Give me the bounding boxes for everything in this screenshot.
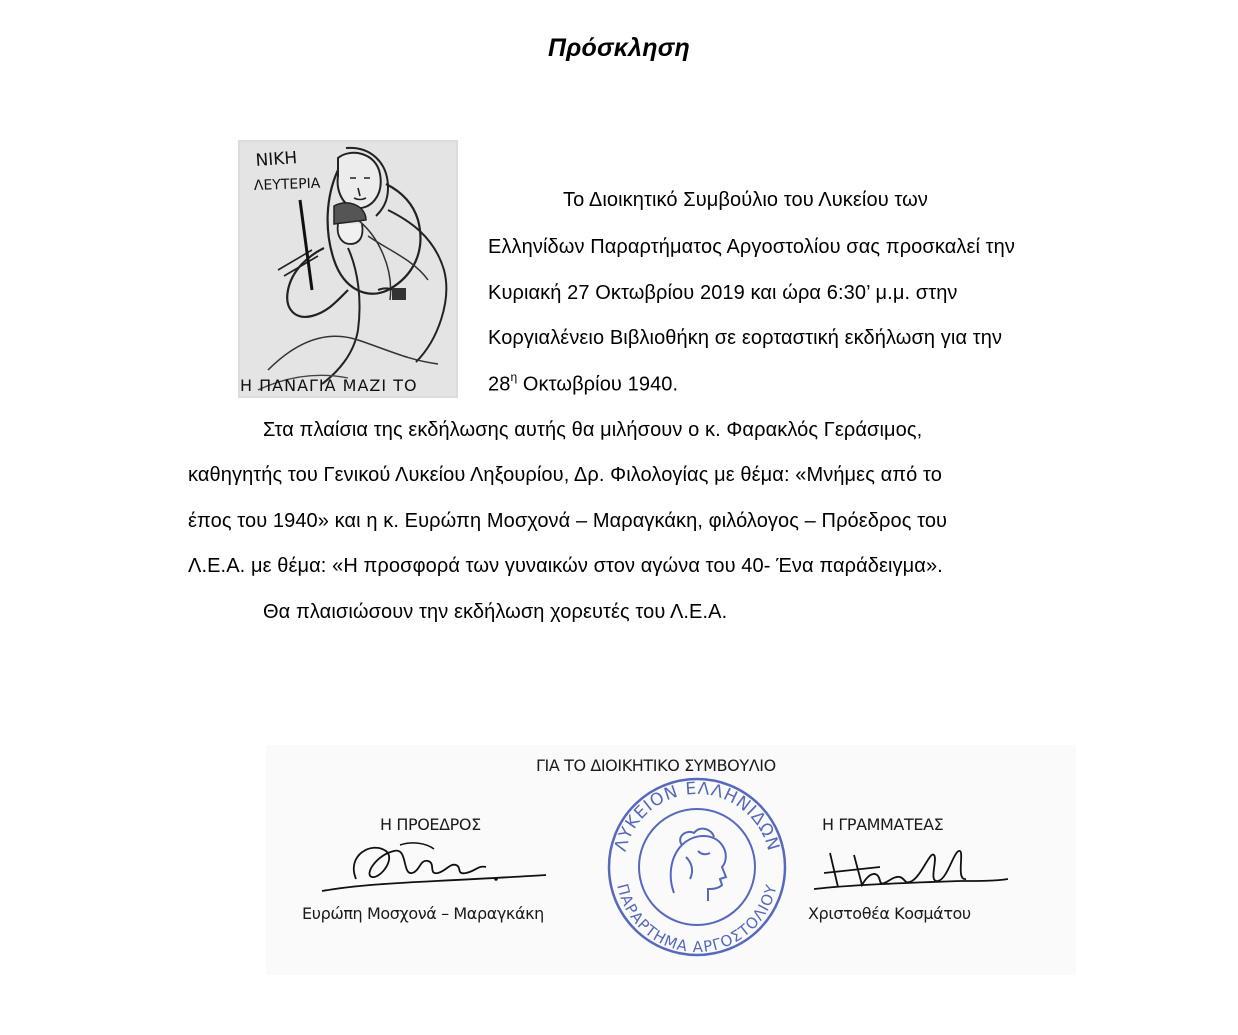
date-line bbox=[488, 372, 678, 397]
caption-top-1: ΝΙΚΗ bbox=[254, 148, 298, 171]
body-line-4: Λ.Ε.Α. με θέμα: «Η προσφορά των γυναικών στον αγώνα του 40- Ένα παράδειγμα». bbox=[188, 555, 943, 577]
secretary-signature bbox=[810, 841, 1010, 901]
svg-text:ΠΑΡΑΡΤΗΜΑ ΑΡΓΟΣΤΟΛΙΟΥ bbox=[613, 882, 781, 956]
body-line-3: έπος του 1940» και η κ. Ευρώπη Μοσχονά – Μαραγκάκη, φιλόλογος – Πρόεδρος του bbox=[188, 510, 948, 532]
signature-block bbox=[266, 745, 1076, 975]
page-title: Πρόσκληση bbox=[548, 34, 690, 62]
svg-text:ΛΥΚΕΙΟΝ ΕΛΛΗΝΙΔΩΝ bbox=[611, 779, 783, 854]
illustration-image bbox=[238, 140, 458, 398]
secretary-role: Η ΓΡΑΜΜΑΤΕΑΣ bbox=[822, 815, 944, 834]
intro-line-2: Ελληνίδων Παραρτήματος Αργοστολίου σας προσκαλεί την bbox=[488, 236, 1015, 258]
date-suffix: η bbox=[510, 370, 518, 384]
body-line-5: Θα πλαισιώσουν την εκδήλωση χορευτές του Λ.Ε.Α. bbox=[263, 601, 728, 623]
president-signature bbox=[316, 835, 556, 905]
intro-line-3: Κυριακή 27 Οκτωβρίου 2019 και ώρα 6:30’ μ.μ. στην bbox=[488, 282, 958, 304]
date-rest: Οκτωβρίου 1940. bbox=[517, 373, 679, 396]
stamp-text-top: ΛΥΚΕΙΟΝ ΕΛΛΗΝΙΔΩΝ bbox=[610, 778, 784, 854]
president-role: Η ΠΡΟΕΔΡΟΣ bbox=[380, 815, 481, 834]
association-stamp bbox=[602, 767, 792, 967]
intro-line-1: Το Διοικητικό Συμβούλιο του Λυκείου των bbox=[563, 189, 928, 211]
body-line-1: Στα πλαίσια της εκδήλωσης αυτής θα μιλήσουν ο κ. Φαρακλός Γεράσιμος, bbox=[263, 419, 923, 441]
stamp-text-bottom: ΠΑΡΑΡΤΗΜΑ ΑΡΓΟΣΤΟΛΙΟΥ bbox=[613, 881, 781, 957]
president-name: Ευρώπη Μοσχονά – Μαραγκάκη bbox=[302, 904, 544, 923]
intro-line-4: Κοργιαλένειο Βιβλιοθήκη σε εορταστική εκδήλωση για την bbox=[488, 327, 1003, 349]
body-line-2: καθηγητής του Γενικού Λυκείου Ληξουρίου, Δρ. Φιλολογίας με θέμα: «Μνήμες από το bbox=[188, 464, 942, 486]
caption-bottom: Η ΠΑΝΑΓΙΑ ΜΑΖΙ ΤΟ bbox=[240, 376, 418, 395]
profile-head-icon bbox=[671, 829, 726, 901]
secretary-name: Χριστοθέα Κοσμάτου bbox=[808, 904, 971, 923]
date-day: 28 bbox=[488, 373, 511, 396]
caption-top-2: ΛΕΥΤΕΡΙΑ bbox=[253, 175, 321, 194]
board-heading: ΓΙΑ ΤΟ ΔΙΟΙΚΗΤΙΚΟ ΣΥΜΒΟΥΛΙΟ bbox=[536, 756, 776, 775]
